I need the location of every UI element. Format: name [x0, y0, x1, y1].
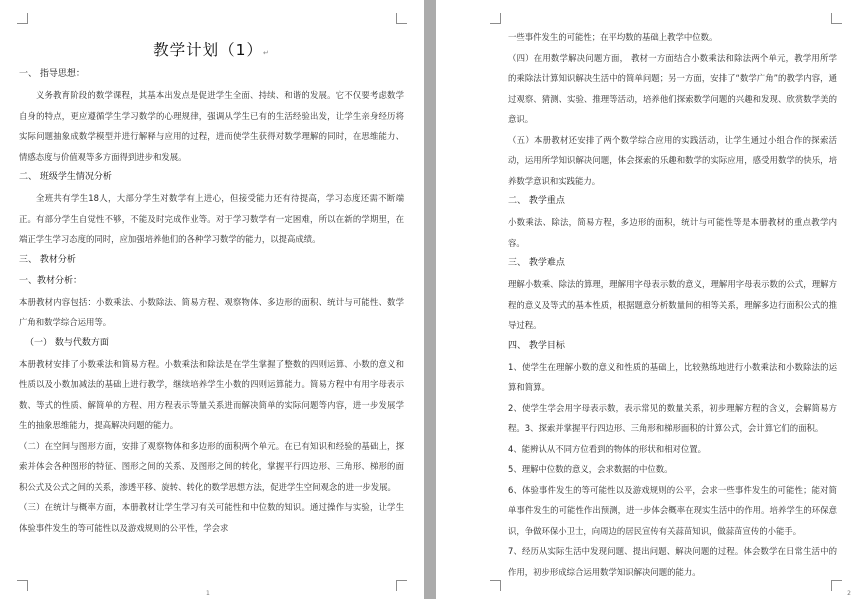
paragraph-guiding-ideology: 义务教育阶段的数学课程，其基本出发点是促进学生全面、持续、和谐的发展。它不仅要考虑数学自身的特点，更应遵循学生学习数学的心理规律，强调从学生已有的生活经验出发，让学生亲身经历将实际问题抽象成数学模型并进行解释与应用的过程，进而使学生获得对数学理解的同时，在思维能力、情感态度与价值观等多方面得到进步和发展。 [19, 90, 404, 162]
crop-mark [490, 580, 501, 591]
page-number: 2 [847, 590, 851, 597]
paragraph-space-geometry: （二）在空间与图形方面，安排了观察物体和多边形的面积两个单元。在已有知识和经验的基础上，探索并体会各种图形的特征、图形之间的关系、及图形之间的转化，掌握平行四边形、三角形、梯形的面积公式及公式之间的关系，渗透平移、旋转、转化的数学思想方法，促进学生空间观念的进一步发展。 [19, 440, 404, 492]
heading-textbook-analysis-sub: 一、教材分析： [19, 275, 83, 286]
heading-numbers-algebra: （一） 数与代数方面 [25, 337, 109, 348]
crop-mark [17, 580, 28, 591]
paragraph-practice-activities: （五）本册教材还安排了两个数学综合应用的实践活动，让学生通过小组合作的探索活动，运用所学知识解决问题，体会探索的乐趣和数学的实际应用，感受用数学的快乐，培养数学意识和实践能力。 [508, 134, 837, 186]
crop-mark [831, 13, 842, 24]
heading-teaching-goals: 四、 教学目标 [508, 340, 565, 351]
crop-mark [396, 13, 407, 24]
paragraph-teaching-focus: 小数乘法、除法，简易方程，多边形的面积，统计与可能性等是本册教材的重点教学内容。 [508, 217, 837, 248]
page-number: 1 [206, 590, 210, 597]
heading-teaching-focus: 二、 教学重点 [508, 196, 565, 206]
goal-item-4: 4、能辨认从不同方位看到的物体的形状和相对位置。 [508, 443, 706, 454]
paragraph-continued: 一些事件发生的可能性；在平均数的基础上教学中位数。 [508, 32, 718, 42]
paragraph-student-analysis: 全班共有学生18人，大部分学生对数学有上进心，但接受能力还有待提高，学习态度还需不断端正。有部分学生自觉性不够，不能及时完成作业等。对于学习数学有一定困难，所以在新的学期里，在端正学生学习态度的同时，应加强培养他们的各种学习数学的能力，以提高成绩。 [19, 193, 404, 244]
crop-mark [17, 13, 28, 24]
heading-textbook-analysis: 三、 教材分析 [19, 254, 76, 265]
crop-mark [490, 13, 501, 24]
goal-item-7: 7、经历从实际生活中发现问题、提出问题、解决问题的过程。体会数学在日常生活中的作用，初步形成综合运用数学知识解决问题的能力。 [508, 546, 837, 577]
paragraph-statistics-probability: （三）在统计与概率方面，本册教材让学生学习有关可能性和中位数的知识。通过操作与实验，让学生体验事件发生的等可能性以及游戏规则的公平性，学会求 [19, 502, 404, 533]
heading-teaching-difficulty: 三、 教学难点 [508, 258, 565, 268]
goal-item-1: 1、使学生在理解小数的意义和性质的基础上，比较熟练地进行小数乘法和小数除法的运算和简算。 [508, 361, 837, 392]
goal-item-5: 5、理解中位数的意义，会求数据的中位数。 [508, 464, 673, 474]
document-page-2 [436, 0, 859, 599]
paragraph-problem-solving: （四）在用数学解决问题方面， 教材一方面结合小数乘法和除法两个单元，教学用所学的乘除法计算知识解决生活中的简单问题；另一方面，安排了“数学广角”的教学内容，通过观察、猜测、实验、推理等活动，培养他们探索数学问题的兴趣和发现、欣赏数学美的意识。 [508, 52, 837, 124]
paragraph-numbers-algebra: 本册教材安排了小数乘法和简易方程。小数乘法和除法是在学生掌握了整数的四则运算、小数的意义和性质以及小数加减法的基础上进行教学，继续培养学生小数的四则运算能力。简易方程中有用字母表示数、等式的性质、解简单的方程、用方程表示等量关系进而解决简单的实际问题等内容，进一步发展学生的抽象思维能力，提高解决问题的能力。 [19, 358, 404, 430]
heading-guiding-ideology: 一、 指导思想： [19, 69, 85, 79]
document-page-1 [0, 0, 424, 599]
crop-mark [831, 580, 842, 591]
document-title: 教学计划（1）↵ [153, 41, 270, 59]
heading-student-analysis: 二、 班级学生情况分析 [19, 172, 112, 182]
paragraph-teaching-difficulty: 理解小数乘、除法的算理，理解用字母表示数的意义，理解用字母表示数的公式，理解方程的意义及等式的基本性质，根据题意分析数量间的相等关系，理解多边行面积公式的推导过程。 [508, 279, 837, 330]
goal-item-6: 6、体验事件发生的等可能性以及游戏规则的公平，会求一些事件发生的可能性；能对简单事件发生的可能性作出预测，进一步体会概率在现实生活中的作用。培养学生的环保意识，争做环保小卫士，向周边的居民宣传有关蒜苗知识，做蒜苗宣传的小能手。 [508, 484, 837, 536]
paragraph-textbook-content: 本册教材内容包括：小数乘法、小数除法、简易方程、观察物体、多边形的面积、统计与可能性、数学广角和数学综合运用等。 [19, 296, 404, 327]
goal-item-2: 2、使学生学会用字母表示数，表示常见的数量关系，初步理解方程的含义，会解简易方程。3、探索并掌握平行四边形、三角形和梯形面积的计算公式，会计算它们的面积。 [508, 402, 837, 433]
crop-mark [396, 580, 407, 591]
